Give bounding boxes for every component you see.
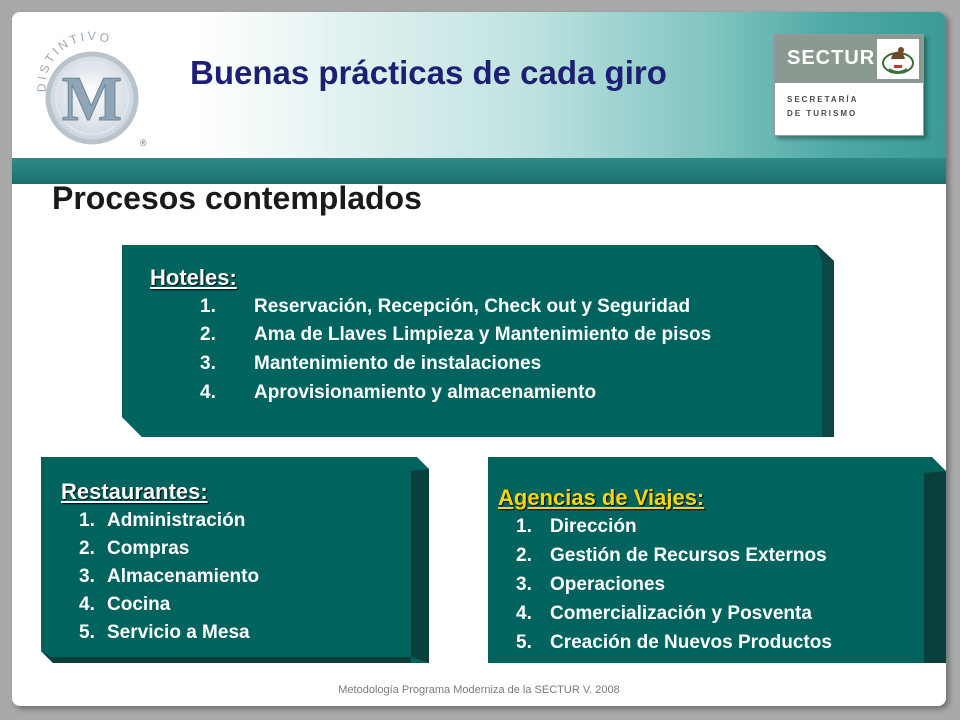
hoteles-item: 4. Aprovisionamiento y almacenamiento	[200, 382, 597, 403]
logo-letter: M	[61, 63, 123, 134]
sectur-line-1: SECRETARÍA	[787, 95, 859, 104]
section-subtitle: Procesos contemplados	[52, 180, 422, 216]
restaurantes-box	[41, 457, 431, 663]
distintivo-m-logo	[28, 22, 152, 150]
logo-arc-text: DISTINTIVO	[34, 28, 114, 93]
hoteles-item: 1. Reservación, Recepción, Check out y Seguridad	[200, 296, 691, 317]
sectur-badge-top	[775, 35, 923, 83]
slide	[12, 12, 946, 706]
hoteles-list	[200, 295, 800, 404]
agencias-item: 5. Creación de Nuevos Productos	[516, 632, 832, 653]
restaurantes-item: 3. Almacenamiento	[79, 566, 260, 587]
agencias-item: 4. Comercialización y Posventa	[516, 603, 812, 624]
hoteles-title: Hoteles:	[150, 265, 237, 290]
agencias-list	[516, 515, 926, 654]
mexico-seal-icon	[877, 39, 919, 79]
agencias-item: 3. Operaciones	[516, 574, 666, 595]
sectur-word: SECTUR	[787, 47, 876, 69]
logo-registered-mark: ®	[140, 138, 147, 148]
restaurantes-list	[79, 509, 399, 644]
restaurantes-item: 5. Servicio a Mesa	[79, 622, 250, 643]
sectur-badge	[774, 34, 924, 136]
agencias-box	[488, 457, 946, 663]
restaurantes-item: 1. Administración	[79, 510, 246, 531]
hoteles-box	[122, 245, 838, 437]
hoteles-item: 2. Ama de Llaves Limpieza y Mantenimiento de pisos	[200, 324, 712, 345]
page-title: Buenas prácticas de cada giro	[190, 54, 667, 91]
restaurantes-item: 2. Compras	[79, 538, 190, 559]
agencias-item: 1. Dirección	[516, 516, 637, 537]
restaurantes-item: 4. Cocina	[79, 594, 171, 615]
agencias-title: Agencias de Viajes:	[498, 485, 705, 510]
footer-credit: Metodología Programa Moderniza de la SECTUR V. 2008	[338, 684, 620, 696]
sectur-line-2: DE TURISMO	[787, 109, 858, 118]
hoteles-item: 3. Mantenimiento de instalaciones	[200, 353, 542, 374]
restaurantes-title: Restaurantes:	[61, 479, 208, 504]
agencias-item: 2. Gestión de Recursos Externos	[516, 545, 827, 566]
